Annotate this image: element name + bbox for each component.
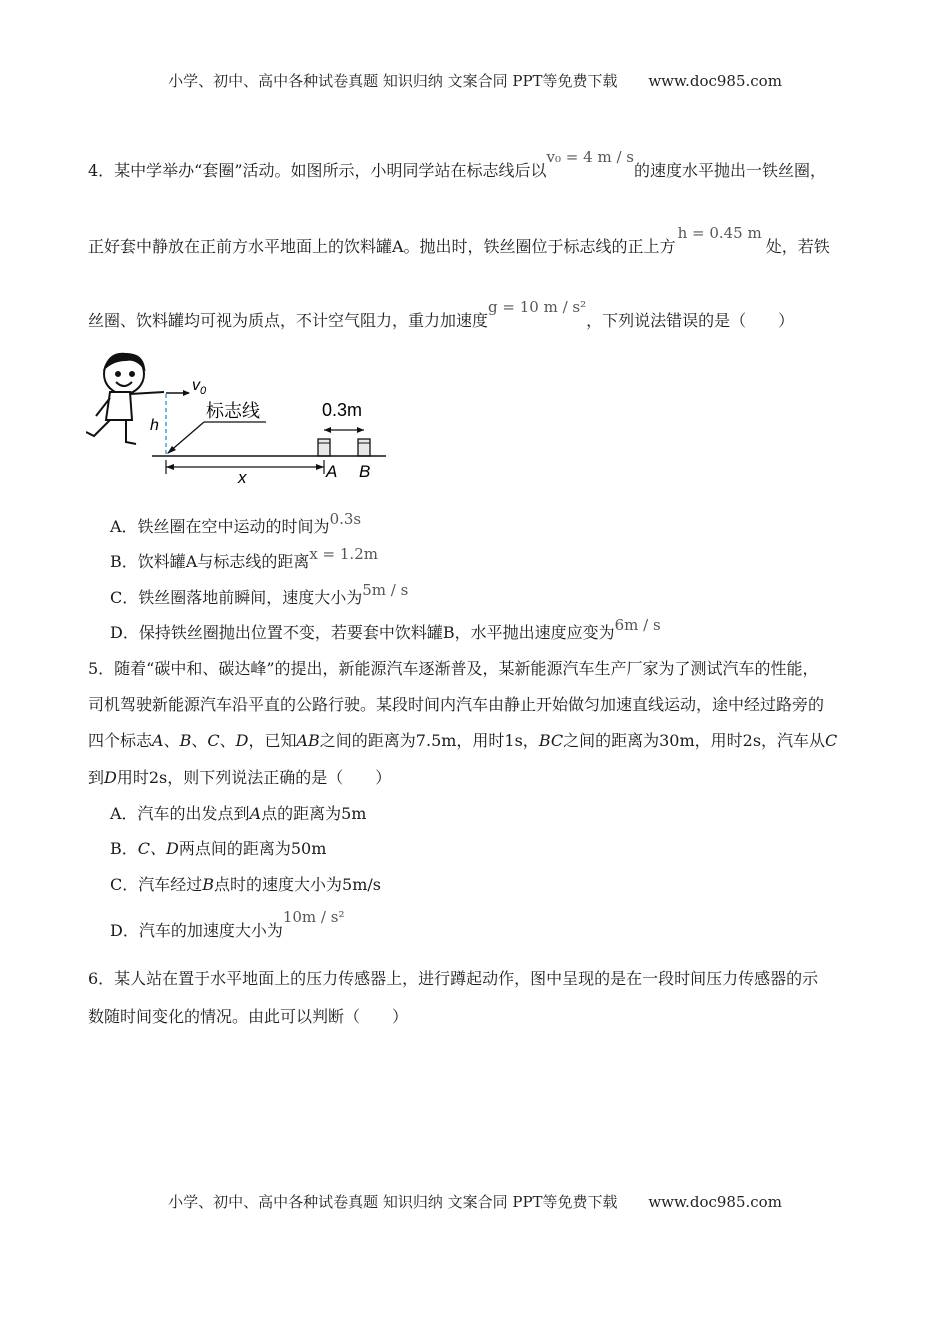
option-text: 点的距离为5m — [261, 804, 367, 823]
x-arrowhead-left — [166, 464, 174, 470]
option-text: A．汽车的出发点到 — [110, 804, 250, 823]
footer-site: www.doc985.com — [648, 1193, 782, 1211]
q4-option-b — [110, 545, 378, 572]
q5-line-3 — [88, 728, 837, 751]
point-c: C — [825, 731, 838, 750]
point-b: B — [202, 875, 215, 894]
q4-line-2 — [88, 224, 830, 257]
distance-arrowhead-left — [324, 427, 331, 433]
option-text: B． — [110, 839, 138, 858]
q4-text: 丝圈、饮料罐均可视为质点，不计空气阻力，重力加速度 — [88, 311, 489, 330]
q4-option-c — [110, 581, 409, 608]
q5-text: 用时2s，则下列说法正确的是（ ） — [116, 768, 392, 787]
point-d: D — [235, 731, 249, 750]
distance-label: 0.3m — [322, 400, 363, 420]
option-text: D．汽车的加速度大小为 — [110, 921, 283, 940]
point-a: A — [249, 804, 262, 823]
can-b — [358, 439, 370, 456]
q5-text: 到 — [88, 768, 105, 787]
q4-text: 正好套中静放在正前方水平地面上的饮料罐A。抛出时，铁丝圈位于标志线的正上方 — [88, 237, 676, 256]
q4-formula-g: g = 10 m / s² — [488, 298, 587, 316]
q5-line-4 — [88, 765, 391, 788]
b-label: B — [359, 462, 371, 481]
mark-line-label: 标志线 — [206, 401, 260, 421]
option-text: C．铁丝圈落地前瞬间，速度大小为 — [110, 588, 363, 607]
v0-label: $v_0$ — [192, 377, 207, 397]
point-b: B — [179, 731, 192, 750]
header-site: www.doc985.com — [648, 72, 782, 90]
h-label: h — [150, 417, 159, 434]
point-c: C — [207, 731, 220, 750]
option-text: 点时的速度大小为5m/s — [214, 875, 381, 894]
option-text: A．铁丝圈在空中运动的时间为 — [110, 517, 330, 536]
q4-text: ，下列说法错误的是（ ） — [586, 311, 795, 330]
q4-line-1 — [88, 148, 826, 181]
separator: 、 — [163, 731, 180, 750]
header-text: 小学、初中、高中各种试卷真题 知识归纳 文案合同 PPT等免费下载 — [168, 72, 618, 90]
q5-line-2: 司机驾驶新能源汽车沿平直的公路行驶。某段时间内汽车由静止开始做匀加速直线运动，途中经过路旁的 — [88, 695, 825, 714]
q4-formula-h: h = 0.45 m — [677, 224, 762, 242]
velocity-arrowhead — [183, 390, 190, 396]
q4-formula-v0: v₀ = 4 m / s — [546, 148, 634, 166]
distance-arrowhead-right — [357, 427, 364, 433]
option-text: 两点间的距离为50m — [178, 839, 327, 858]
option-text: B．饮料罐A与标志线的距离 — [110, 552, 310, 571]
separator: 、 — [191, 731, 208, 750]
option-formula: 0.3s — [329, 510, 362, 528]
q5-text: 之间的距离为7.5m，用时1s， — [319, 731, 539, 750]
q4-text: 4．某中学举办“套圈”活动。如图所示，小明同学站在标志线后以 — [88, 161, 547, 180]
q5-line-1: 5．随着“碳中和、碳达峰”的提出，新能源汽车逐渐普及，某新能源汽车生产厂家为了测试汽车的性能， — [88, 659, 819, 678]
q4-figure — [86, 350, 396, 490]
point-d: D — [104, 768, 117, 787]
segment-bc: BC — [538, 731, 564, 750]
q4-line-3 — [88, 298, 795, 331]
q5-option-a — [110, 801, 366, 824]
segment-ab: AB — [296, 731, 320, 750]
q5-text: 之间的距离为30m，用时2s，汽车从 — [563, 731, 826, 750]
option-formula: 5m / s — [362, 581, 409, 599]
point-a: A — [152, 731, 164, 750]
q4-option-d — [110, 616, 661, 643]
q4-option-a — [110, 510, 362, 537]
page-header — [0, 70, 950, 91]
option-formula: 10m / s² — [282, 908, 345, 926]
q5-option-d — [110, 908, 345, 941]
option-text: C．汽车经过 — [110, 875, 203, 894]
can-a — [318, 439, 330, 456]
q5-text: 四个标志 — [88, 731, 153, 750]
q6-line-1: 6．某人站在置于水平地面上的压力传感器上，进行蹲起动作，图中呈现的是在一段时间压力传感器的示 — [88, 969, 819, 988]
x-arrowhead-right — [316, 464, 324, 470]
separator: 、 — [219, 731, 236, 750]
option-text: D．保持铁丝圈抛出位置不变，若要套中饮料罐B，水平抛出速度应变为 — [110, 623, 615, 642]
footer-text: 小学、初中、高中各种试卷真题 知识归纳 文案合同 PPT等免费下载 — [168, 1193, 618, 1211]
a-label: A — [326, 462, 338, 481]
option-formula: x = 1.2m — [309, 545, 378, 563]
q5-text: ，已知 — [248, 731, 297, 750]
q4-text: 的速度水平抛出一铁丝圈， — [633, 161, 826, 180]
x-label: x — [238, 468, 247, 487]
q5-option-b — [110, 836, 326, 859]
page-footer — [0, 1191, 950, 1212]
points-cd: C、D — [137, 839, 179, 858]
q5-option-c — [110, 872, 381, 895]
option-formula: 6m / s — [614, 616, 661, 634]
q6-line-2: 数随时间变化的情况。由此可以判断（ ） — [88, 1007, 409, 1026]
q4-text: 处，若铁 — [765, 237, 830, 256]
